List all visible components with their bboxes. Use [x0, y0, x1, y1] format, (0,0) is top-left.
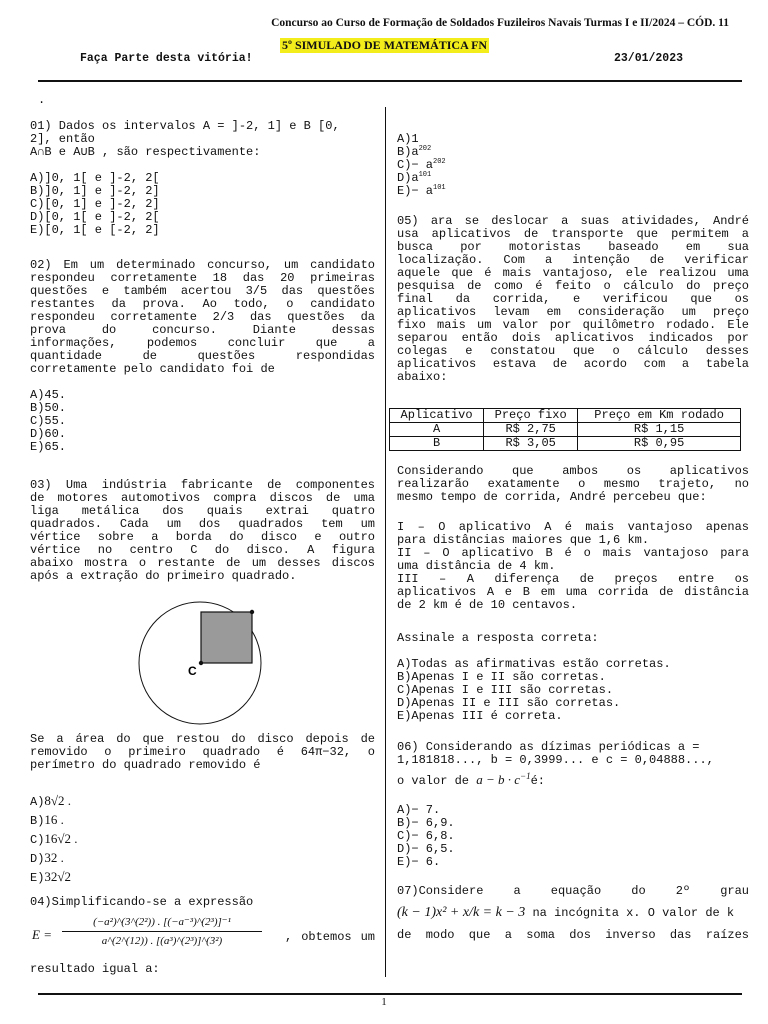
q2-text: quantidade de questões respondidas: [30, 349, 375, 363]
table-cell: R$ 2,75: [484, 423, 578, 437]
table-header-row: [390, 409, 741, 423]
q6-option-c[interactable]: C)− 6,8.: [397, 829, 455, 843]
exam-date: 23/01/2023: [614, 52, 684, 65]
q4-option-e[interactable]: [397, 185, 749, 198]
question-03: [30, 479, 375, 583]
option-letter: A): [397, 132, 412, 146]
q6-option-a[interactable]: A)− 7.: [397, 803, 441, 817]
q2-text: prova do concurso. Diante dessas: [30, 323, 375, 337]
column-divider: [385, 107, 386, 977]
q2-text: respondeu corretamente 18 das 20 primeiras: [30, 271, 375, 285]
q2-option-c[interactable]: C)55.: [30, 414, 67, 428]
q6-expression: a − b · c: [476, 772, 521, 787]
q3-text: vértice no centro C do disco. A figura: [30, 543, 375, 557]
q5-text: busca por motoristas baseado em sua: [397, 240, 749, 254]
q6-text: 06) Considerando as dízimas periódicas a =: [397, 740, 700, 754]
expr-numerator: (−a²)^(3^(2²)) . [(−a⁻³)^(2³)]⁻¹: [93, 916, 231, 928]
option-letter: B): [30, 814, 45, 828]
option-value: a: [411, 171, 419, 185]
q5-text: Considerando que ambos os aplicativos: [397, 464, 749, 478]
q2-option-a[interactable]: A)45.: [30, 388, 67, 402]
q3-text: vértice sobre a borda do disco e outro: [30, 530, 375, 544]
q6-text-post: é:: [530, 774, 545, 788]
q4-text-end: [30, 963, 375, 976]
option-letter: A): [30, 795, 45, 809]
q5-text: separou então dois aplicativos indicados por: [397, 331, 749, 345]
table-cell: R$ 0,95: [578, 437, 741, 451]
option-exponent: 101: [418, 171, 432, 179]
q1-option-c[interactable]: C)[0, 1] e ]-2, 2]: [30, 197, 160, 211]
q5-option-b[interactable]: B)Apenas I e II são corretas.: [397, 670, 606, 684]
option-letter: D): [397, 171, 412, 185]
q5-statement: II – O aplicativo B é o mais vantajoso para: [397, 546, 749, 560]
q3-text: de motores automotivos compra discos de uma: [30, 491, 375, 505]
table-row: [390, 423, 741, 437]
q5-text: final da corrida, e verificou que os: [397, 292, 749, 306]
q4-option-d[interactable]: [397, 172, 749, 185]
q6-text: 1,181818..., b = 0,3999... e c = 0,04888...,: [397, 753, 714, 767]
option-value: − a: [411, 158, 434, 172]
q5-statement: de 2 km é de 10 centavos.: [397, 598, 578, 612]
expr-denominator: a^(2^(12)) . [(a³)^(2³)]^(3²): [101, 935, 223, 947]
q5-option-e[interactable]: E)Apenas III é correta.: [397, 709, 563, 723]
q6-expression-exponent: −1: [520, 771, 531, 781]
table-cell: A: [390, 423, 484, 437]
q2-text: respondeu corretamente 2/3 das questões da: [30, 310, 375, 324]
q4-expression: [30, 914, 375, 956]
q4-text: resultado igual a:: [30, 962, 160, 976]
question-04: [30, 896, 375, 909]
q2-text: restantes da prova. Ao todo, o candidato: [30, 297, 375, 311]
q1-option-e[interactable]: E)[0, 1[ e [-2, 2]: [30, 223, 160, 237]
q5-consider: [397, 465, 749, 504]
q4-text: , obtemos um: [285, 930, 375, 944]
option-value: 16√2 .: [44, 831, 78, 846]
q3-text: perímetro do quadrado removido é: [30, 758, 261, 772]
center-label: C: [188, 664, 197, 678]
option-value: 32 .: [44, 850, 64, 865]
page-number: 1: [381, 996, 387, 1008]
edge-vertex: [250, 610, 254, 614]
option-exponent: 202: [418, 145, 432, 153]
q3-text: 03) Uma indústria fabricante de componentes: [30, 478, 375, 492]
q4-options: [397, 133, 749, 198]
simulado-title: 5º SIMULADO DE MATEMÁTICA FN: [282, 38, 488, 52]
q5-statement: I – O aplicativo A é mais vantajoso apenas: [397, 520, 749, 534]
q5-option-a[interactable]: A)Todas as afirmativas estão corretas.: [397, 657, 671, 671]
q2-text: corretamente pelo candidato foi de: [30, 362, 275, 376]
option-letter: E): [30, 871, 45, 885]
price-table: [389, 408, 741, 451]
question-05: [397, 215, 749, 384]
q2-option-b[interactable]: B)50.: [30, 401, 67, 415]
option-value: 8√2 .: [44, 793, 72, 808]
q5-text: localização. Com a intenção de verificar: [397, 253, 749, 267]
q3-text: liga metálica dos quais extrai quatro: [30, 504, 375, 518]
q5-text: aplicativos estava de acordo com a tabela: [397, 357, 749, 371]
fraction-bar: [62, 931, 262, 932]
q2-text: 02) Em um determinado concurso, um candidato: [30, 258, 375, 272]
option-letter: C): [30, 833, 45, 847]
option-letter: C): [397, 158, 412, 172]
q3-text: Se a área do que restou do disco depois de: [30, 732, 375, 746]
q2-option-d[interactable]: D)60.: [30, 427, 67, 441]
option-letter: E): [397, 184, 412, 198]
table-cell: R$ 1,15: [578, 423, 741, 437]
q1-option-d[interactable]: D)[0, 1[ e ]-2, 2[: [30, 210, 160, 224]
q2-option-e[interactable]: E)65.: [30, 440, 67, 454]
q3-option-d[interactable]: [30, 849, 375, 868]
q3-text: removido o primeiro quadrado é 64π−32, o: [30, 745, 375, 759]
question-06: [397, 741, 749, 788]
q4-text: 04)Simplificando-se a expressão: [30, 895, 254, 909]
question-02: [30, 259, 375, 454]
option-exponent: 101: [433, 184, 446, 192]
q6-text-pre: o valor de: [397, 774, 470, 788]
q3-options: [30, 792, 375, 887]
removed-square: [201, 612, 252, 663]
option-letter: B): [397, 145, 412, 159]
q4-option-b[interactable]: [397, 146, 749, 159]
q7-text: na incógnita x. O valor de k: [532, 906, 735, 920]
q3-option-a[interactable]: [30, 792, 375, 811]
q1-text: 2], então: [30, 132, 95, 146]
q5-prompt: Assinale a resposta correta:: [397, 631, 599, 645]
q5-text: realizarão exatamente o mesmo trajeto, no: [397, 477, 749, 491]
expr-fraction: [62, 914, 262, 949]
q5-text: pesquisa de como é feito o cálculo do preço: [397, 279, 749, 293]
q7-text: [397, 905, 749, 921]
q4-option-a[interactable]: [397, 133, 749, 146]
center-point: [199, 661, 203, 665]
q3-text: abaixo mostra o restante de um desses discos: [30, 556, 375, 570]
option-value: 16 .: [44, 812, 64, 827]
question-03-continued: [30, 733, 375, 772]
q5-text: aquele que é mais vantajoso, ele realizou uma: [397, 266, 749, 280]
option-value: 1: [411, 132, 419, 146]
q3-option-b[interactable]: [30, 811, 375, 830]
question-07: [397, 885, 749, 942]
q3-option-c[interactable]: [30, 830, 375, 849]
q5-text: 05) ara se deslocar a suas atividades, André: [397, 214, 749, 228]
q5-statements: [397, 521, 749, 612]
q1-text: A∩B e A∪B , são respectivamente:: [30, 145, 261, 159]
q7-text: de modo que a soma dos inverso das raízes: [397, 928, 749, 942]
q2-text: questões e também acertou 3/5 das questões: [30, 284, 375, 298]
q5-text: aplicativos levam em consideração um preço: [397, 305, 749, 319]
exam-title: Concurso ao Curso de Formação de Soldados Fuzileiros Navais Turmas I e II/2024 – CÓD. 11: [271, 17, 729, 29]
q5-statement: para distâncias maiores que 1,6 km.: [397, 533, 650, 547]
table-cell: B: [390, 437, 484, 451]
q3-text: após a extração do primeiro quadrado.: [30, 569, 297, 583]
footer-rule: [38, 993, 742, 995]
q6-options: [397, 804, 749, 869]
question-01: [30, 120, 375, 237]
q5-text: colegas e constatou que o cálculo desses: [397, 344, 749, 358]
q7-text: 07)Considere a equação do 2º grau: [397, 884, 749, 898]
option-letter: D): [30, 852, 45, 866]
expr-lhs: E =: [32, 927, 52, 942]
stray-dot: .: [38, 93, 46, 107]
q5-options: [397, 632, 749, 723]
q2-text: informações, podemos concluir que a: [30, 336, 375, 350]
q1-option-a[interactable]: A)]0, 1[ e ]-2, 2[: [30, 171, 160, 185]
option-value: a: [411, 145, 419, 159]
q5-statement: III – A diferença de preços entre os: [397, 572, 749, 586]
q5-statement: aplicativos A e B em uma corrida de distância: [397, 585, 749, 599]
option-value: 32√2: [44, 869, 72, 884]
q6-option-d[interactable]: D)− 6,5.: [397, 842, 455, 856]
q5-option-c[interactable]: C)Apenas I e III são corretas.: [397, 683, 614, 697]
q5-statement: uma distância de 4 km.: [397, 559, 556, 573]
q5-text: usa aplicativos de transporte que permitem a: [397, 227, 749, 241]
option-exponent: 202: [433, 158, 446, 166]
header-rule: [38, 80, 742, 82]
q1-text: 01) Dados os intervalos A = ]-2, 1] e B [0,: [30, 119, 340, 133]
q6-option-e[interactable]: E)− 6.: [397, 855, 441, 869]
q5-text: abaixo:: [397, 370, 448, 384]
table-header: Aplicativo: [390, 409, 484, 423]
q4-option-c[interactable]: [397, 159, 749, 172]
q6-text: [397, 773, 749, 788]
q5-text: fixo mais um valor por quilômetro rodado. Ele: [397, 318, 749, 332]
table-cell: R$ 3,05: [484, 437, 578, 451]
q1-option-b[interactable]: B)]0, 1] e ]-2, 2]: [30, 184, 160, 198]
q3-text: quadrados. Cada um dos quadrados tem um: [30, 517, 375, 531]
table-row: [390, 437, 741, 451]
table-header: Preço fixo: [484, 409, 578, 423]
q5-option-d[interactable]: D)Apenas II e III são corretas.: [397, 696, 621, 710]
q3-option-e[interactable]: [30, 868, 375, 887]
q7-equation: (k − 1)x² + x/k = k − 3: [397, 905, 526, 920]
option-value: − a: [411, 184, 434, 198]
q5-text: mesmo tempo de corrida, André percebeu que:: [397, 490, 707, 504]
table-header: Preço em Km rodado: [578, 409, 741, 423]
q6-option-b[interactable]: B)− 6,9.: [397, 816, 455, 830]
disc-figure: [115, 600, 285, 728]
motto: Faça Parte desta vitória!: [80, 52, 253, 65]
